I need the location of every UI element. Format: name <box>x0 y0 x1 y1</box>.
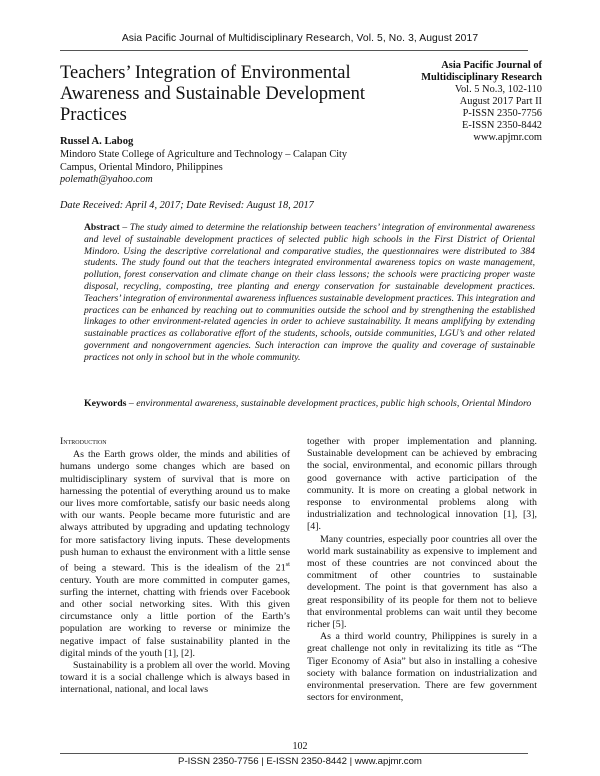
author-affiliation <box>60 149 390 187</box>
intro-paragraph-1 <box>60 449 290 660</box>
affiliation-line2: Campus, Oriental Mindoro, Philippines <box>60 161 223 173</box>
journal-issue: August 2017 Part II <box>459 96 542 107</box>
intro-p1-part1: As the Earth grows older, the minds and abilities of humans undergo some changes which are based on multidisciplinary system of survival that is more on harnessing the potential of everything around us to make our lives more comfortable, satisfy our basic needs along with our wants. People became more futuristic and are always attributed by upgrading and updating technology for more satisfactory living inputs. These developments push human to exhaust the environment with a little sense of being a steward. This is the idealism of the 21 <box>60 449 290 574</box>
running-head: Asia Pacific Journal of Multidisciplinary Research, Vol. 5, No. 3, August 2017 <box>121 33 479 44</box>
heading-rest: ntroduction <box>63 437 107 446</box>
keywords-label: Keywords <box>84 398 127 409</box>
paper-title: Teachers’ Integration of Environmental Awareness and Sustainable Development Practices <box>60 63 366 125</box>
footer: P-ISSN 2350-7756 | E-ISSN 2350-8442 | www.apjmr.com <box>178 756 422 767</box>
keywords-text: – environmental awareness, sustainable development practices, public high schools, Oriental Mindoro <box>126 398 532 409</box>
intro-paragraph-3: Many countries, especially poor countries all over the world mark sustainability as expensive to implement and most of these countries are not convinced about the commitment of other countries to sustainable development. The point is that government has also a great responsibility of its people for them not to believe that environmental problems can wait until they become richer [5]. <box>307 533 537 631</box>
intro-paragraph-4: As a third world country, Philippines is surely in a great challenge not only in revitalizing its title as “The Tiger Economy of Asia” but also in installing a cohesive society with balance formation on industrialization and environmental preservation. There are few government sectors for environment, <box>307 631 537 704</box>
author-email: polemath@yahoo.com <box>60 174 153 186</box>
keywords <box>84 398 535 410</box>
intro-paragraph-2: Sustainability is a problem all over the world. Moving toward it is a social challenge which is always based in international, national, and local laws <box>60 659 290 696</box>
footer-rule <box>60 753 528 754</box>
intro-p1-part2: century. Youth are more committed in computer games, surfing the internet, chatting with friends over Facebook and other social networking sites. With this given circumstance only a little portion of the Earth’s population are working to reverse or minimize the negative impact of false sustainability planted in the digital minds of the youth [1], [2]. <box>60 574 290 659</box>
section-heading-introduction <box>60 436 290 448</box>
abstract-label: Abstract <box>84 222 120 233</box>
journal-info-box <box>382 60 542 144</box>
column-left <box>60 436 290 697</box>
journal-name-line1: Asia Pacific Journal of <box>441 60 542 71</box>
affiliation-line1: Mindoro State College of Agriculture and Technology – Calapan City <box>60 149 348 160</box>
column-right <box>307 436 537 704</box>
heading-initial: I <box>60 436 64 447</box>
author-name: Russel A. Labog <box>60 136 134 147</box>
intro-paragraph-2-continued: together with proper implementation and planning. Sustainable development can be achieved by embracing the social, environmental, and economic pillars through good governance with active participation of the community. It is more on creating a global network in response to environmental problems along with industrialization and technological innovation [1], [3], [4]. <box>307 436 537 533</box>
journal-eissn: E-ISSN 2350-8442 <box>462 120 542 131</box>
date-received-revised: Date Received: April 4, 2017; Date Revised: August 18, 2017 <box>60 200 314 211</box>
page-number: 102 <box>292 741 308 752</box>
journal-website: www.apjmr.com <box>473 132 542 143</box>
intro-p1-superscript: st <box>285 561 290 569</box>
journal-volume: Vol. 5 No.3, 102-110 <box>454 84 542 95</box>
header-rule <box>60 50 528 51</box>
journal-name-line2: Multidisciplinary Research <box>421 72 542 83</box>
journal-pissn: P-ISSN 2350-7756 <box>462 108 542 119</box>
abstract <box>84 222 535 364</box>
abstract-text: – The study aimed to determine the relationship between teachers’ integration of environmental awareness and level of sustainable development practices of selected public high schools in the First District of Oriental Mindoro. Using the descriptive correlational and comparative studies, the questionnaires were distributed to 384 students. The study found out that the teachers integrated environmental awareness topics on waste management, pollution, forest conservation and climate change on their class lessons; the schools were practicing proper waste disposal, recycling, composting, tree planting and energy conservation for sustainable development practices. Teachers’ integration of environmental awareness influences sustainable development practices. This integration and practices can be enhanced by reaching out to communities outside the school and by strengthening the established linkages to other environment-related agencies in order to achieve sustainability. It means amplifying by extending sustainable practices as collaborative effort of the students, schools, outside communities, LGU’s and other related government and nongovernment agencies. Such interaction can improve the quality and coverage of sustainable practices not only in school but in the whole community. <box>84 222 535 363</box>
